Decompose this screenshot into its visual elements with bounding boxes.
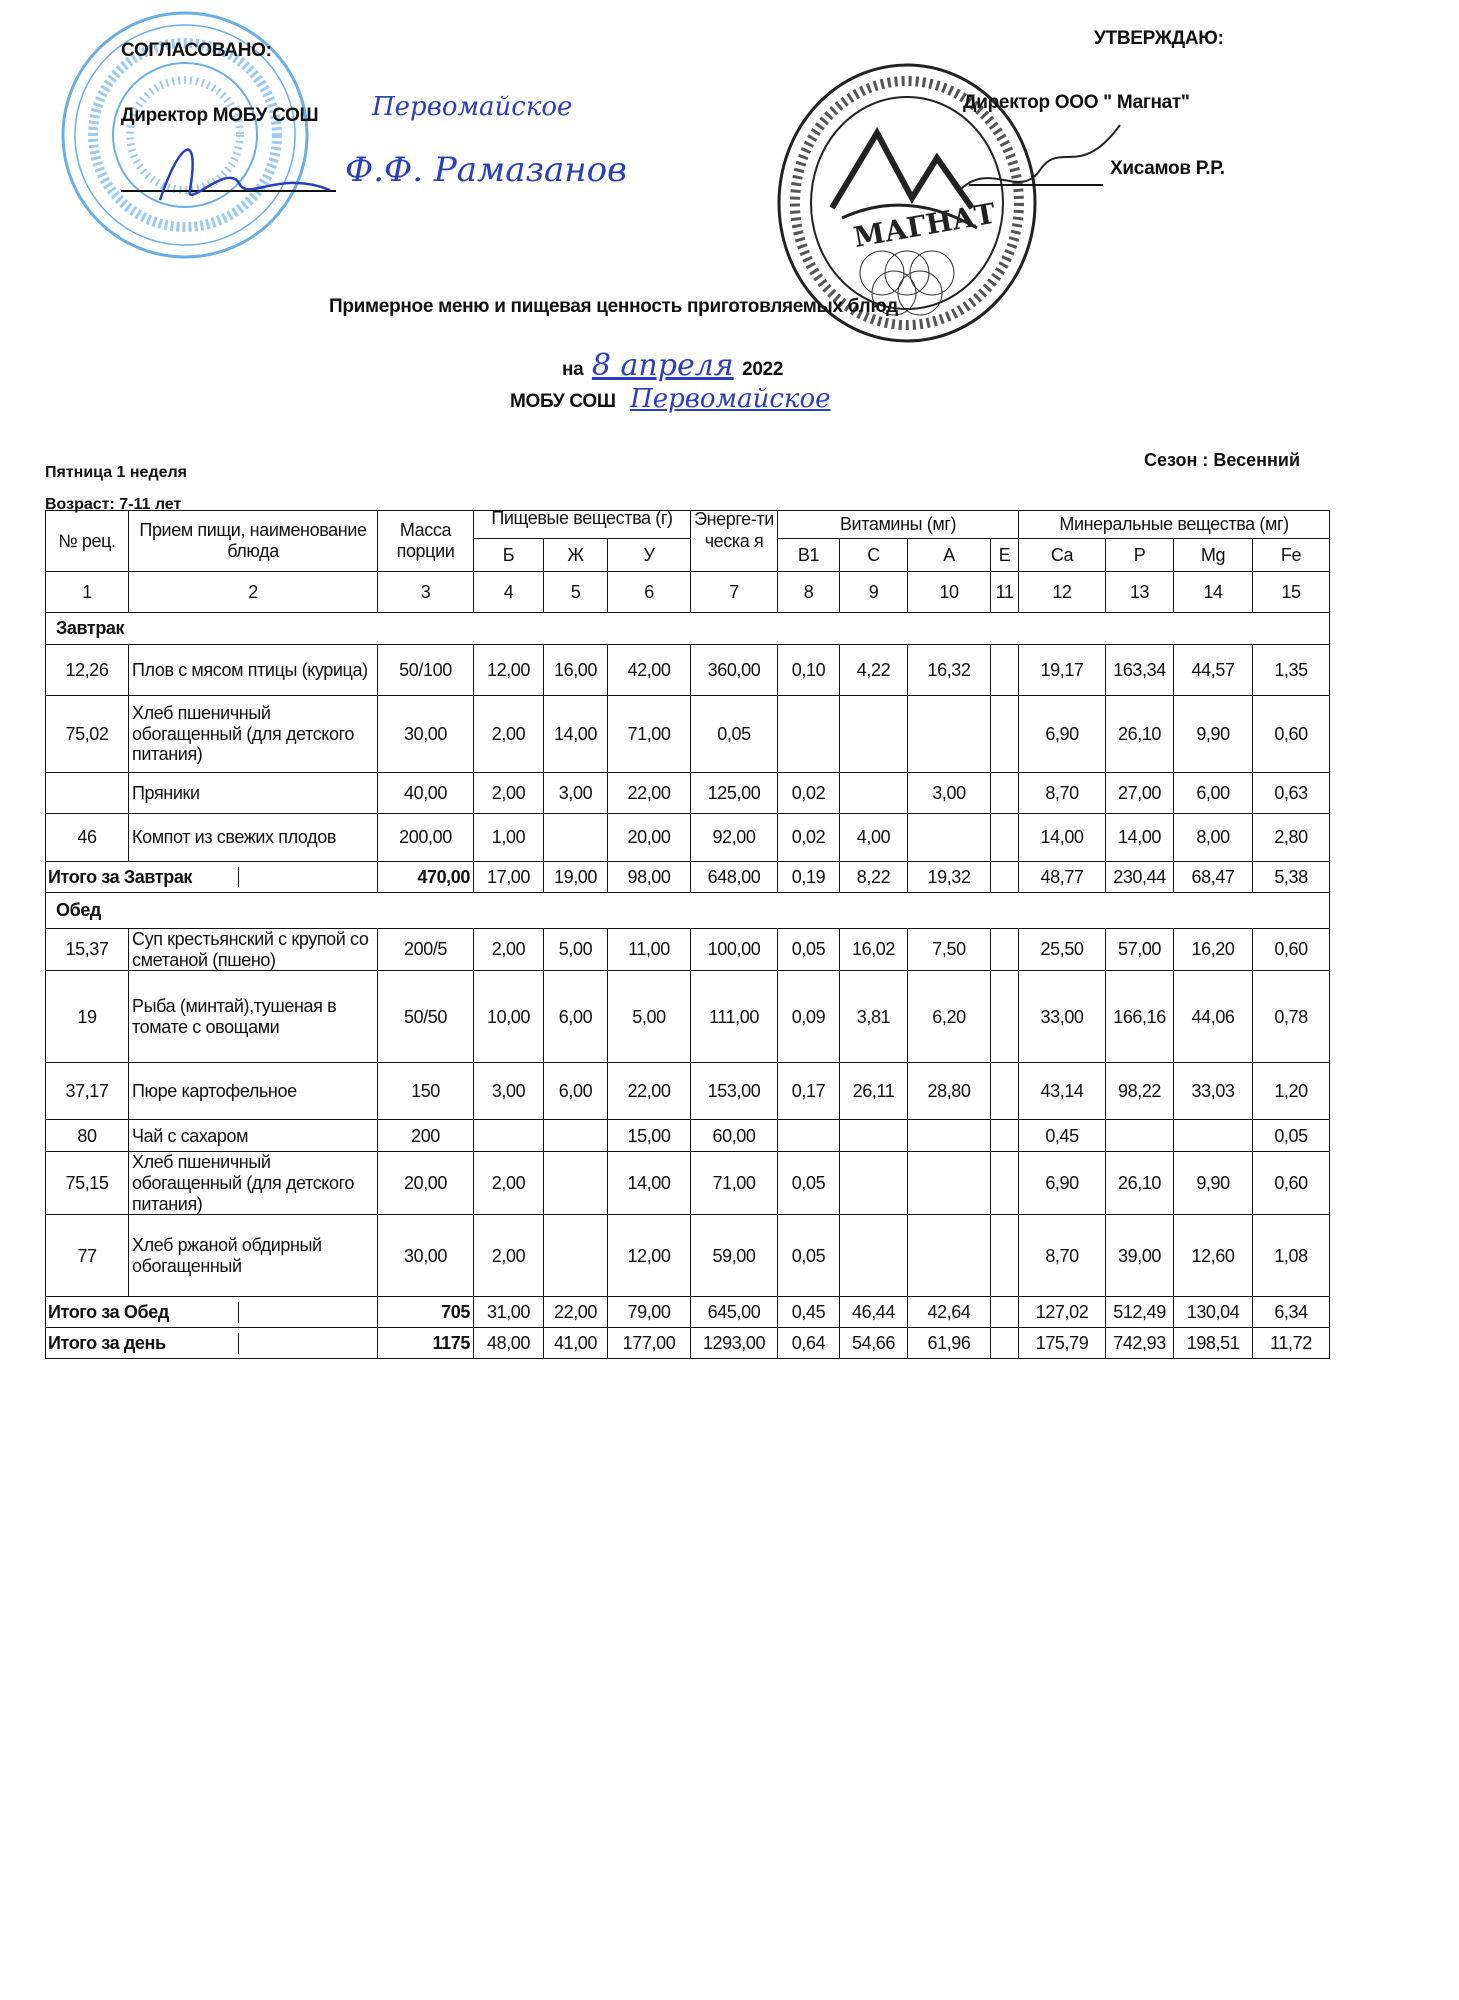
header-column-number: 1 (46, 572, 129, 613)
total-label: Итого за день (46, 1333, 239, 1354)
value-cell (991, 645, 1019, 696)
value-cell: 0,10 (778, 645, 840, 696)
date-prefix: на (562, 359, 584, 380)
value-cell: 25,50 (1019, 929, 1106, 971)
dish-row (46, 1063, 1330, 1120)
value-cell (840, 773, 908, 814)
value-cell (544, 814, 608, 862)
total-value: 42,64 (908, 1297, 991, 1328)
value-cell: 0,45 (1019, 1120, 1106, 1152)
value-cell: 20,00 (608, 814, 691, 862)
value-cell: 16,32 (908, 645, 991, 696)
value-cell: 7,50 (908, 929, 991, 971)
total-mass: 1175 (378, 1328, 474, 1359)
total-label: Итого за Завтрак (46, 867, 239, 888)
value-cell: 14,00 (1106, 814, 1174, 862)
recipe-number: 80 (46, 1120, 129, 1152)
total-value: 48,00 (474, 1328, 544, 1359)
value-cell: 8,00 (1174, 814, 1253, 862)
value-cell: 0,02 (778, 814, 840, 862)
page-title: Примерное меню и пищевая ценность приготовляемых блюд (329, 296, 898, 317)
value-cell: 153,00 (691, 1063, 778, 1120)
value-cell: 43,14 (1019, 1063, 1106, 1120)
value-cell (908, 814, 991, 862)
value-cell: 0,17 (778, 1063, 840, 1120)
dish-row (46, 929, 1330, 971)
value-cell: 0,60 (1253, 696, 1330, 773)
value-cell (778, 1120, 840, 1152)
dish-name: Хлеб пшеничный обогащенный (для детского питания) (129, 1152, 378, 1215)
value-cell: 2,80 (1253, 814, 1330, 862)
dish-name: Рыба (минтай),тушеная в томате с овощами (129, 971, 378, 1063)
header-sub-у: У (608, 539, 691, 572)
header-column-number: 7 (691, 572, 778, 613)
value-cell: 14,00 (1019, 814, 1106, 862)
value-cell: 2,00 (474, 1215, 544, 1297)
header-vitamins: Витамины (мг) (778, 511, 1019, 539)
recipe-number: 37,17 (46, 1063, 129, 1120)
total-value: 19,00 (544, 862, 608, 893)
header-column-number: 10 (908, 572, 991, 613)
total-value: 645,00 (691, 1297, 778, 1328)
value-cell: 12,00 (608, 1215, 691, 1297)
total-row (46, 1297, 1330, 1328)
dish-name: Пряники (129, 773, 378, 814)
value-cell: 50/50 (378, 971, 474, 1063)
svg-text:МАГНАТ: МАГНАТ (851, 196, 998, 255)
value-cell: 4,22 (840, 645, 908, 696)
value-cell: 3,81 (840, 971, 908, 1063)
dish-row (46, 1152, 1330, 1215)
total-mass: 705 (378, 1297, 474, 1328)
value-cell: 0,05 (778, 1152, 840, 1215)
value-cell (908, 1215, 991, 1297)
value-cell: 14,00 (608, 1152, 691, 1215)
total-value: 230,44 (1106, 862, 1174, 893)
value-cell: 0,60 (1253, 1152, 1330, 1215)
value-cell (991, 1152, 1019, 1215)
dish-name: Пюре картофельное (129, 1063, 378, 1120)
header-sub-с: С (840, 539, 908, 572)
recipe-number: 46 (46, 814, 129, 862)
value-cell: 3,00 (908, 773, 991, 814)
value-cell: 9,90 (1174, 696, 1253, 773)
total-value: 0,64 (778, 1328, 840, 1359)
value-cell: 40,00 (378, 773, 474, 814)
value-cell: 2,00 (474, 929, 544, 971)
header-column-number: 13 (1106, 572, 1174, 613)
value-cell: 1,20 (1253, 1063, 1330, 1120)
value-cell: 20,00 (378, 1152, 474, 1215)
total-value: 198,51 (1174, 1328, 1253, 1359)
total-value: 54,66 (840, 1328, 908, 1359)
value-cell: 111,00 (691, 971, 778, 1063)
header-column-number: 6 (608, 572, 691, 613)
value-cell (840, 1215, 908, 1297)
value-cell: 27,00 (1106, 773, 1174, 814)
header-column-number: 4 (474, 572, 544, 613)
header-column-number: 11 (991, 572, 1019, 613)
header-sub-fe: Fe (1253, 539, 1330, 572)
header-column-number: 9 (840, 572, 908, 613)
value-cell: 9,90 (1174, 1152, 1253, 1215)
value-cell: 16,00 (544, 645, 608, 696)
recipe-number: 19 (46, 971, 129, 1063)
value-cell: 33,00 (1019, 971, 1106, 1063)
total-value: 11,72 (1253, 1328, 1330, 1359)
value-cell: 0,05 (1253, 1120, 1330, 1152)
header-column-number: 12 (1019, 572, 1106, 613)
value-cell: 16,02 (840, 929, 908, 971)
dish-row (46, 773, 1330, 814)
total-value (991, 1297, 1019, 1328)
header-nutrients: Пищевые вещества (г) (474, 511, 691, 539)
value-cell: 11,00 (608, 929, 691, 971)
date-line (562, 348, 783, 383)
value-cell: 2,00 (474, 1152, 544, 1215)
recipe-number: 75,15 (46, 1152, 129, 1215)
value-cell: 15,00 (608, 1120, 691, 1152)
total-value: 175,79 (1019, 1328, 1106, 1359)
value-cell: 6,00 (544, 1063, 608, 1120)
header-column-number: 15 (1253, 572, 1330, 613)
dish-name: Компот из свежих плодов (129, 814, 378, 862)
value-cell: 4,00 (840, 814, 908, 862)
section-label: Обед (46, 893, 1330, 929)
value-cell: 6,90 (1019, 1152, 1106, 1215)
value-cell: 26,10 (1106, 1152, 1174, 1215)
value-cell: 57,00 (1106, 929, 1174, 971)
header-column-number: 3 (378, 572, 474, 613)
value-cell: 60,00 (691, 1120, 778, 1152)
total-value (991, 862, 1019, 893)
value-cell: 22,00 (608, 773, 691, 814)
total-row (46, 862, 1330, 893)
total-value: 48,77 (1019, 862, 1106, 893)
approval-right-heading: УТВЕРЖДАЮ: (1094, 28, 1224, 49)
total-mass: 470,00 (378, 862, 474, 893)
header-mass: Масса порции (378, 511, 474, 572)
value-cell: 98,22 (1106, 1063, 1174, 1120)
total-value: 17,00 (474, 862, 544, 893)
total-value: 31,00 (474, 1297, 544, 1328)
season-label: Сезон : Весенний (1144, 450, 1301, 470)
day-label: Пятница 1 неделя (45, 464, 188, 481)
value-cell (544, 1152, 608, 1215)
value-cell: 200 (378, 1120, 474, 1152)
value-cell (991, 814, 1019, 862)
value-cell (778, 696, 840, 773)
recipe-number: 75,02 (46, 696, 129, 773)
dish-row (46, 1215, 1330, 1297)
header-sub-б: Б (474, 539, 544, 572)
value-cell (991, 1215, 1019, 1297)
value-cell: 6,90 (1019, 696, 1106, 773)
total-value: 22,00 (544, 1297, 608, 1328)
value-cell: 1,00 (474, 814, 544, 862)
value-cell: 2,00 (474, 696, 544, 773)
total-value: 8,22 (840, 862, 908, 893)
value-cell: 0,09 (778, 971, 840, 1063)
value-cell: 71,00 (608, 696, 691, 773)
value-cell: 8,70 (1019, 773, 1106, 814)
total-value: 46,44 (840, 1297, 908, 1328)
total-value: 79,00 (608, 1297, 691, 1328)
header-minerals: Минеральные вещества (мг) (1019, 511, 1330, 539)
value-cell: 44,57 (1174, 645, 1253, 696)
total-value: 512,49 (1106, 1297, 1174, 1328)
header-column-number: 5 (544, 572, 608, 613)
value-cell (908, 1120, 991, 1152)
value-cell: 26,10 (1106, 696, 1174, 773)
value-cell: 8,70 (1019, 1215, 1106, 1297)
value-cell: 0,02 (778, 773, 840, 814)
dish-row (46, 971, 1330, 1063)
value-cell: 0,05 (778, 1215, 840, 1297)
value-cell (991, 1120, 1019, 1152)
value-cell (991, 1063, 1019, 1120)
dish-row (46, 1120, 1330, 1152)
value-cell (1106, 1120, 1174, 1152)
date-handwritten: 8 апреля (591, 348, 734, 383)
total-value: 1293,00 (691, 1328, 778, 1359)
value-cell: 50/100 (378, 645, 474, 696)
approval-left-signature-name: Ф.Ф. Рамазанов (345, 150, 627, 190)
value-cell: 166,16 (1106, 971, 1174, 1063)
approval-right-role: Директор ООО " Магнат" (963, 92, 1190, 113)
value-cell: 3,00 (544, 773, 608, 814)
approval-left-heading: СОГЛАСОВАНО: (121, 40, 272, 61)
total-value: 0,19 (778, 862, 840, 893)
dish-name: Хлеб пшеничный обогащенный (для детского питания) (129, 696, 378, 773)
total-value: 648,00 (691, 862, 778, 893)
value-cell: 150 (378, 1063, 474, 1120)
dish-name: Чай с сахаром (129, 1120, 378, 1152)
value-cell: 125,00 (691, 773, 778, 814)
menu-table (45, 510, 1330, 1359)
value-cell: 0,60 (1253, 929, 1330, 971)
value-cell: 200/5 (378, 929, 474, 971)
age-label: Возраст: 7-11 лет (45, 496, 182, 513)
approval-left-role: Директор МОБУ СОШ (121, 105, 319, 126)
dish-name: Плов с мясом птицы (курица) (129, 645, 378, 696)
value-cell: 3,00 (474, 1063, 544, 1120)
value-cell: 2,00 (474, 773, 544, 814)
total-value: 127,02 (1019, 1297, 1106, 1328)
value-cell (908, 696, 991, 773)
value-cell (991, 696, 1019, 773)
value-cell: 30,00 (378, 1215, 474, 1297)
school-line (510, 384, 830, 414)
total-value: 98,00 (608, 862, 691, 893)
value-cell: 6,00 (1174, 773, 1253, 814)
value-cell: 5,00 (608, 971, 691, 1063)
total-value: 6,34 (1253, 1297, 1330, 1328)
value-cell: 14,00 (544, 696, 608, 773)
value-cell: 30,00 (378, 696, 474, 773)
value-cell (840, 1152, 908, 1215)
total-value: 5,38 (1253, 862, 1330, 893)
header-sub-ca: Ca (1019, 539, 1106, 572)
header-sub-p: P (1106, 539, 1174, 572)
total-value: 742,93 (1106, 1328, 1174, 1359)
value-cell: 44,06 (1174, 971, 1253, 1063)
date-year: 2022 (742, 359, 784, 380)
value-cell: 10,00 (474, 971, 544, 1063)
value-cell (840, 696, 908, 773)
recipe-number: 15,37 (46, 929, 129, 971)
header-sub-в1: В1 (778, 539, 840, 572)
value-cell: 163,34 (1106, 645, 1174, 696)
value-cell: 19,17 (1019, 645, 1106, 696)
value-cell: 12,60 (1174, 1215, 1253, 1297)
value-cell: 1,08 (1253, 1215, 1330, 1297)
value-cell: 1,35 (1253, 645, 1330, 696)
header-sub-е: Е (991, 539, 1019, 572)
section-label: Завтрак (46, 613, 1330, 645)
recipe-number (46, 773, 129, 814)
value-cell: 92,00 (691, 814, 778, 862)
header-sub-а: А (908, 539, 991, 572)
total-value: 0,45 (778, 1297, 840, 1328)
value-cell: 26,11 (840, 1063, 908, 1120)
section-row (46, 613, 1330, 645)
total-value: 177,00 (608, 1328, 691, 1359)
header-meal: Прием пищи, наименование блюда (129, 511, 378, 572)
total-value (991, 1328, 1019, 1359)
school-prefix: МОБУ СОШ (510, 391, 616, 412)
value-cell: 42,00 (608, 645, 691, 696)
value-cell: 0,05 (778, 929, 840, 971)
value-cell: 59,00 (691, 1215, 778, 1297)
value-cell: 71,00 (691, 1152, 778, 1215)
value-cell: 16,20 (1174, 929, 1253, 971)
total-row (46, 1328, 1330, 1359)
value-cell: 33,03 (1174, 1063, 1253, 1120)
header-rec: № рец. (46, 511, 129, 572)
total-value: 68,47 (1174, 862, 1253, 893)
total-label: Итого за Обед (46, 1302, 239, 1323)
dish-name: Суп крестьянский с крупой со сметаной (пшено) (129, 929, 378, 971)
total-value: 61,96 (908, 1328, 991, 1359)
header-sub-mg: Mg (1174, 539, 1253, 572)
total-value: 41,00 (544, 1328, 608, 1359)
value-cell: 6,20 (908, 971, 991, 1063)
value-cell: 0,63 (1253, 773, 1330, 814)
value-cell (1174, 1120, 1253, 1152)
value-cell (991, 773, 1019, 814)
approval-left-school-handwritten: Первомайское (372, 92, 573, 122)
signature-right (950, 120, 1130, 210)
approval-right-name: Хисамов Р.Р. (1110, 158, 1225, 179)
section-row (46, 893, 1330, 929)
dish-row (46, 696, 1330, 773)
value-cell (991, 971, 1019, 1063)
value-cell (908, 1152, 991, 1215)
value-cell: 5,00 (544, 929, 608, 971)
value-cell (544, 1120, 608, 1152)
value-cell: 360,00 (691, 645, 778, 696)
header-sub-ж: Ж (544, 539, 608, 572)
dish-name: Хлеб ржаной обдирный обогащенный (129, 1215, 378, 1297)
dish-row (46, 814, 1330, 862)
header-column-number: 8 (778, 572, 840, 613)
header-column-number: 2 (129, 572, 378, 613)
value-cell: 200,00 (378, 814, 474, 862)
dish-row (46, 645, 1330, 696)
total-value: 130,04 (1174, 1297, 1253, 1328)
value-cell: 39,00 (1106, 1215, 1174, 1297)
value-cell: 100,00 (691, 929, 778, 971)
header-column-number: 14 (1174, 572, 1253, 613)
value-cell (840, 1120, 908, 1152)
value-cell (474, 1120, 544, 1152)
value-cell: 22,00 (608, 1063, 691, 1120)
value-cell (544, 1215, 608, 1297)
total-value: 19,32 (908, 862, 991, 893)
signature-left (140, 130, 340, 220)
recipe-number: 77 (46, 1215, 129, 1297)
school-handwritten: Первомайское (630, 384, 831, 414)
value-cell: 28,80 (908, 1063, 991, 1120)
recipe-number: 12,26 (46, 645, 129, 696)
value-cell: 0,05 (691, 696, 778, 773)
header-energy: Энерге-тическа я (691, 511, 778, 572)
value-cell (991, 929, 1019, 971)
value-cell: 0,78 (1253, 971, 1330, 1063)
value-cell: 12,00 (474, 645, 544, 696)
value-cell: 6,00 (544, 971, 608, 1063)
